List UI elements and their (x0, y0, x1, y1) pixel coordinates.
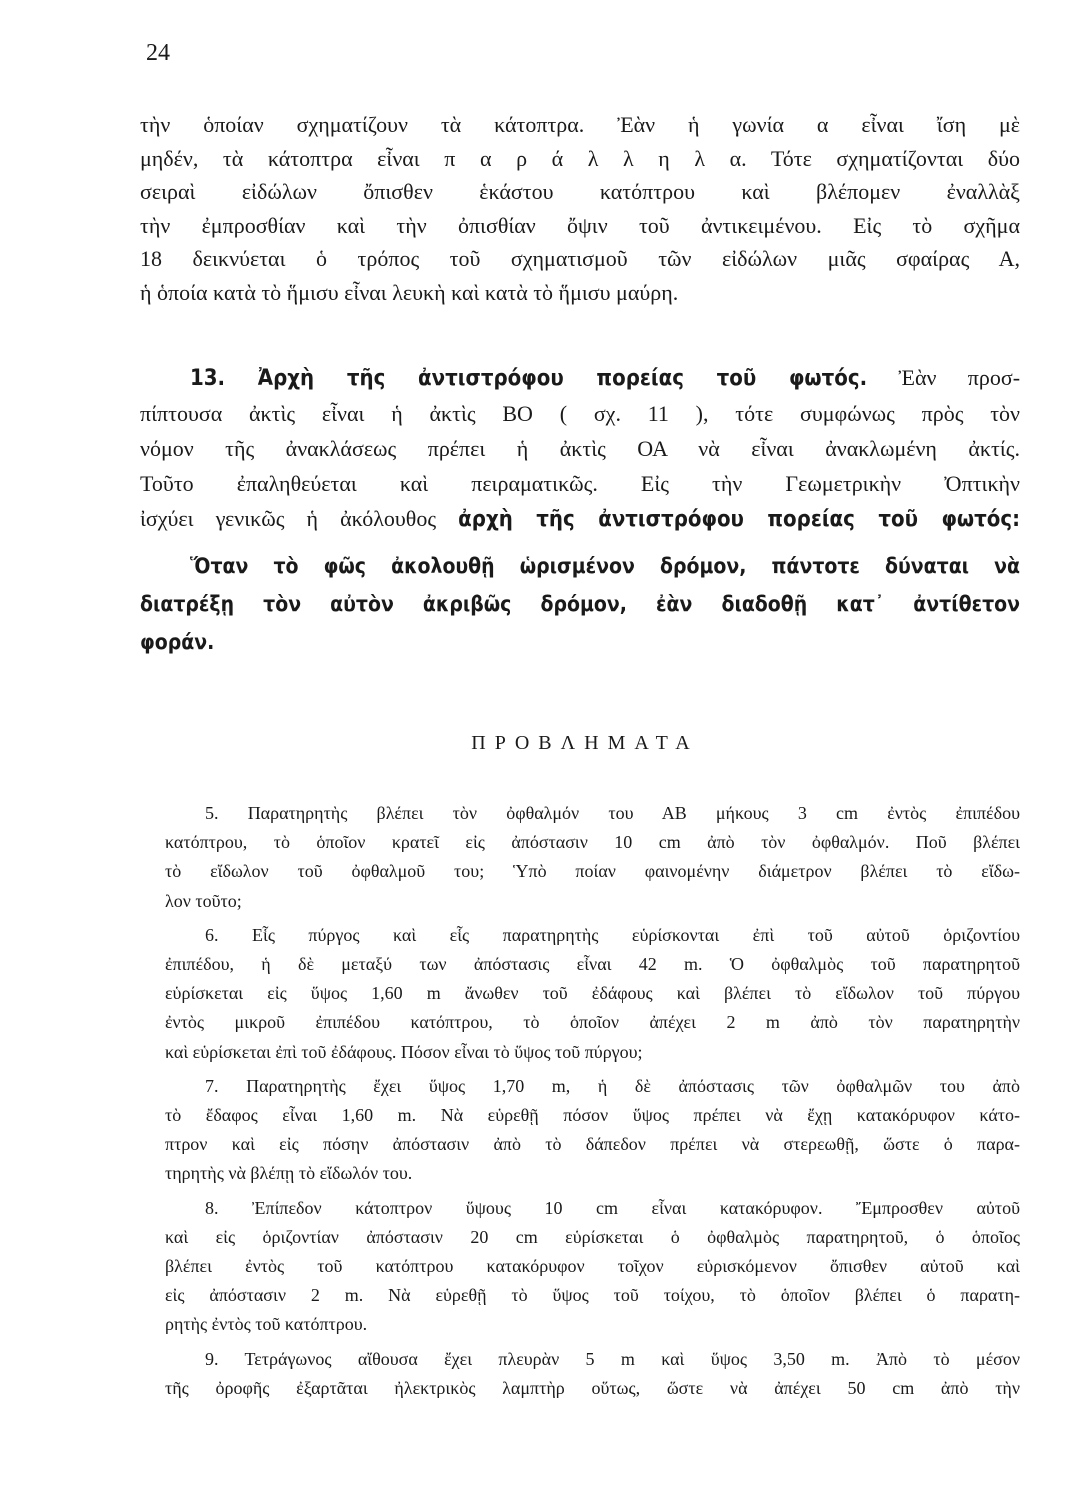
principle-line: Ὅταν τὸ φῶς ἀκολουθῇ ὡρισμένον δρόμον, πάντοτε δύναται νὰ (190, 554, 1020, 578)
problem-line: πτρον καὶ εἰς πόσην ἀπόστασιν ἀπὸ τὸ δάπεδον πρέπει νὰ στερεωθῇ, ὥστε ὁ παρα- (165, 1134, 1020, 1155)
problem-item (165, 1194, 1020, 1340)
problem-line: ρητὴς ἐντὸς τοῦ κατόπτρου. (165, 1314, 368, 1335)
problem-line: 7. Παρατηρητὴς ἔχει ὕψος 1,70 m, ἡ δὲ ἀπόστασις τῶν ὀφθαλμῶν του ἀπὸ (205, 1075, 1020, 1096)
problem-line: 5. Παρατηρητὴς βλέπει τὸν ὀφθαλμόν του ΑΒ μήκους 3 cm ἐντὸς ἐπιπέδου (205, 803, 1020, 823)
problem-line: ἐπιπέδου, ἡ δὲ μεταξύ των ἀπόστασις εἶναι 42 m. Ὁ ὀφθαλμὸς τοῦ παρατηρητοῦ (165, 954, 1020, 975)
problem-line: 8. Ἐπίπεδον κάτοπτρον ὕψους 10 cm εἶναι κατακόρυφον. Ἔμπροσθεν αὐτοῦ (205, 1197, 1020, 1218)
text-line: σειραὶ εἰδώλων ὄπισθεν ἑκάστου κατόπτρου καὶ βλέπομεν ἐναλλὰξ (140, 179, 1020, 204)
text-line: τὴν ἐμπροσθίαν καὶ τὴν ὀπισθίαν ὄψιν τοῦ ἀντικειμένου. Εἰς τὸ σχῆμα (140, 212, 1020, 238)
problem-line: καὶ εὑρίσκεται ἐπὶ τοῦ ἐδάφους. Πόσον εἶναι τὸ ὕψος τοῦ πύργου; (165, 1041, 643, 1062)
text-line: μηδέν, τὰ κάτοπτρα εἶναι π α ρ ά λ λ η λ α. Τότε σχηματίζονται δύο (140, 145, 1020, 171)
problem-line: ἐντὸς μικροῦ ἐπιπέδου κατόπτρου, τὸ ὁποῖον ἀπέχει 2 m ἀπὸ τὸν παρατηρητὴν (165, 1012, 1020, 1033)
problem-line: λον τοῦτο; (165, 890, 242, 911)
problem-line: τῆς ὀροφῆς ἐξαρτᾶται ἠλεκτρικὸς λαμπτὴρ οὕτως, ὥστε νὰ ἀπέχει 50 cm ἀπὸ τὴν (165, 1377, 1020, 1398)
problem-line: τὸ ἔδαφος εἶναι 1,60 m. Νὰ εὑρεθῇ πόσον ὕψος πρέπει νὰ ἔχῃ κατακόρυφον κάτο- (165, 1105, 1020, 1126)
section-text: Ἐὰν προσ- (898, 365, 1021, 390)
text-line: νόμον τῆς ἀνακλάσεως πρέπει ἡ ἀκτὶς ΟΑ νὰ εἶναι ἀνακλωμένη ἀκτίς. (140, 436, 1020, 461)
problem-line: εὑρίσκεται εἰς ὕψος 1,60 m ἄνωθεν τοῦ ἐδάφους καὶ βλέπει τὸ εἴδωλον τοῦ πύργου (165, 983, 1020, 1004)
problem-line: τὸ εἴδωλον τοῦ ὀφθαλμοῦ του; Ὑπὸ ποίαν φαινομένην διάμετρον βλέπει τὸ εἴδω- (165, 861, 1020, 882)
text-line: ἡ ὁποία κατὰ τὸ ἥμισυ εἶναι λευκὴ καὶ κατὰ τὸ ἥμισυ μαύρη. (140, 279, 679, 305)
spacer (165, 1403, 1020, 1408)
text-line: 18 δεικνύεται ὁ τρόπος τοῦ σχηματισμοῦ τῶν εἰδώλων μιᾶς σφαίρας Α, (140, 246, 1020, 271)
problem-line: καὶ εἰς ὁριζοντίαν ἀπόστασιν 20 cm εὑρίσκεται ὁ ὀφθαλμὸς παρατηρητοῦ, ὁ ὁποῖος (165, 1226, 1020, 1247)
section-13-title-line (140, 360, 1020, 396)
problems-list (165, 799, 1020, 1408)
problem-item (165, 799, 1020, 916)
problem-line: τηρητὴς νὰ βλέπῃ τὸ εἴδωλόν του. (165, 1163, 413, 1184)
problems-heading: ΠΡΟΒΛΗΜΑΤΑ (471, 732, 699, 754)
problem-line: κατόπτρου, τὸ ὁποῖον κρατεῖ εἰς ἀπόστασιν 10 cm ἀπὸ τὸν ὀφθαλμόν. Ποῦ βλέπει (165, 832, 1020, 853)
problem-line: 6. Εἷς πύργος καὶ εἷς παρατηρητὴς εὑρίσκονται ἐπὶ τοῦ αὐτοῦ ὁριζοντίου (205, 924, 1020, 945)
problem-line: βλέπει ἐντὸς τοῦ κατόπτρου κατακόρυφον τοῖχον εὑρισκόμενον ὄπισθεν αὐτοῦ καὶ (165, 1256, 1020, 1277)
section-title: 13. Ἀρχὴ τῆς ἀντιστρόφου πορείας τοῦ φωτός. (190, 366, 868, 391)
principle-line: φοράν. (140, 630, 215, 654)
problem-item (165, 921, 1020, 1067)
problem-line: εἰς ἀπόστασιν 2 m. Νὰ εὑρεθῇ τὸ ὕψος τοῦ τοίχου, τὸ ὁποῖον βλέπει ὁ παρατη- (165, 1285, 1020, 1306)
page-number: 24 (146, 40, 170, 66)
problem-item (165, 1072, 1020, 1189)
problem-line: 9. Τετράγωνος αἴθουσα ἔχει πλευρὰν 5 m καὶ ὕψος 3,50 m. Ἀπὸ τὸ μέσον (205, 1348, 1020, 1369)
problem-item (165, 1345, 1020, 1403)
section-13-principle-of-reversibility (140, 360, 1020, 537)
text-line (140, 501, 1020, 537)
text-segment: ἰσχύει γενικῶς ἡ ἀκόλουθος (140, 506, 437, 531)
principle-statement (140, 547, 1020, 661)
principle-line: διατρέξῃ τὸν αὐτὸν ἀκριβῶς δρόμον, ἐὰν διαδοθῇ κατ᾽ ἀντίθετον (140, 592, 1020, 616)
text-line: τὴν ὁποίαν σχηματίζουν τὰ κάτοπτρα. Ἐὰν ἡ γωνία α εἶναι ἴση μὲ (140, 112, 1020, 137)
bold-term: ἀρχὴ τῆς ἀντιστρόφου πορείας τοῦ φωτός: (458, 507, 1021, 532)
text-line: Τοῦτο ἐπαληθεύεται καὶ πειραματικῶς. Εἰς τὴν Γεωμετρικὴν Ὀπτικὴν (140, 471, 1020, 496)
paragraph-mirrors-parallel (140, 108, 1020, 309)
text-line: πίπτουσα ἀκτὶς εἶναι ἡ ἀκτὶς ΒΟ ( σχ. 11 ), τότε συμφώνως πρὸς τὸν (140, 401, 1020, 426)
